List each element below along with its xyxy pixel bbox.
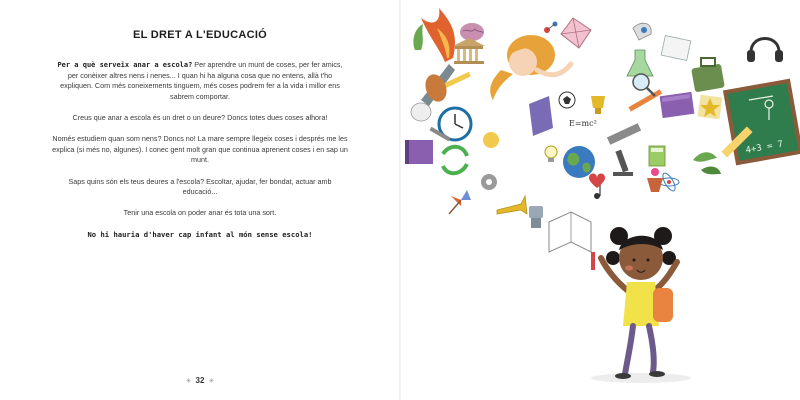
closing-line: No hi hauria d'haver cap infant al món sense escola! xyxy=(87,229,313,239)
star-icon xyxy=(698,95,723,120)
paragraph-text: Per aprendre un munt de coses, per fer amics, per conèixer altres nens i nenes... I quan hi ha alguna cosa que no entens, allà t'ho expliquen. Com més coneixements tinguem, més coses podrem fer a la vida i millor ens sabrem comportar. xyxy=(60,60,343,101)
gear-icon xyxy=(481,174,497,190)
ornament-right-icon: ✳ xyxy=(208,378,215,385)
board-text: 4+3 = 7 xyxy=(744,139,785,157)
flowerpot-icon xyxy=(647,168,663,192)
ground-shadow xyxy=(591,373,691,383)
crayon-small-icon xyxy=(591,252,595,270)
plant-icon xyxy=(413,24,423,50)
crayon-icon xyxy=(628,89,662,111)
kite-icon xyxy=(561,18,591,48)
lightbulb-icon xyxy=(545,146,557,162)
rocket-icon xyxy=(633,23,651,40)
headphones-icon xyxy=(747,39,783,63)
formula-text: E=mc² xyxy=(569,119,597,128)
right-page xyxy=(401,0,800,400)
paragraph-3: Només estudiem quan som nens? Doncs no! La mare sempre llegeix coses i després me les explica (si més no, algunes). I conec gent molt gran que continua aprenent coses i en sap un munt. xyxy=(52,134,348,165)
flying-girl xyxy=(490,35,571,100)
notebook-icon xyxy=(405,140,433,164)
paragraph-2: Creus que anar a escola és un dret o un deure? Doncs totes dues coses alhora! xyxy=(72,112,328,122)
paragraph-4: Saps quins són els teus deures a l'escola? Escoltar, ajudar, fer bondat, actuar amb educació... xyxy=(68,176,332,197)
open-book-large-icon xyxy=(549,212,591,252)
soccer-ball-icon xyxy=(559,92,575,108)
calculator-icon xyxy=(649,146,665,166)
brain-icon xyxy=(460,23,484,41)
book-icon xyxy=(660,92,695,118)
open-book-icon xyxy=(529,96,553,136)
trophy-icon xyxy=(591,96,605,114)
page-title: EL DRET A L'EDUCACIÓ xyxy=(132,29,268,41)
sun-icon xyxy=(483,132,499,148)
recycle-icon xyxy=(443,147,467,174)
microscope-icon xyxy=(613,150,633,176)
leaves-icon xyxy=(693,152,721,174)
flask-icon xyxy=(627,50,653,76)
robot-icon xyxy=(529,206,543,228)
museum-icon xyxy=(453,38,485,64)
globe-icon xyxy=(563,146,595,178)
heart-icon xyxy=(589,174,605,189)
page-body xyxy=(52,60,348,251)
girl-character xyxy=(601,227,677,379)
paragraph-5: Tenir una escola on poder anar és tota una sort. xyxy=(123,208,277,218)
telescope-icon xyxy=(607,123,641,145)
magnifier-icon xyxy=(633,74,655,96)
trumpet-icon xyxy=(497,196,527,214)
atom-icon xyxy=(659,171,679,192)
education-illustration xyxy=(401,0,800,400)
page-number-value: 32 xyxy=(195,376,205,385)
chalkboard xyxy=(725,81,800,163)
page-number xyxy=(0,376,400,385)
molecule-icon xyxy=(544,22,558,34)
pinwheel-icon xyxy=(449,190,471,214)
paper-icon xyxy=(661,36,691,61)
bag-icon xyxy=(691,58,725,92)
skull-icon xyxy=(411,103,431,121)
paragraph-lead: Per a què serveix anar a escola? xyxy=(57,61,193,69)
paragraph-1 xyxy=(52,60,348,102)
ornament-left-icon: ✳ xyxy=(185,378,192,385)
